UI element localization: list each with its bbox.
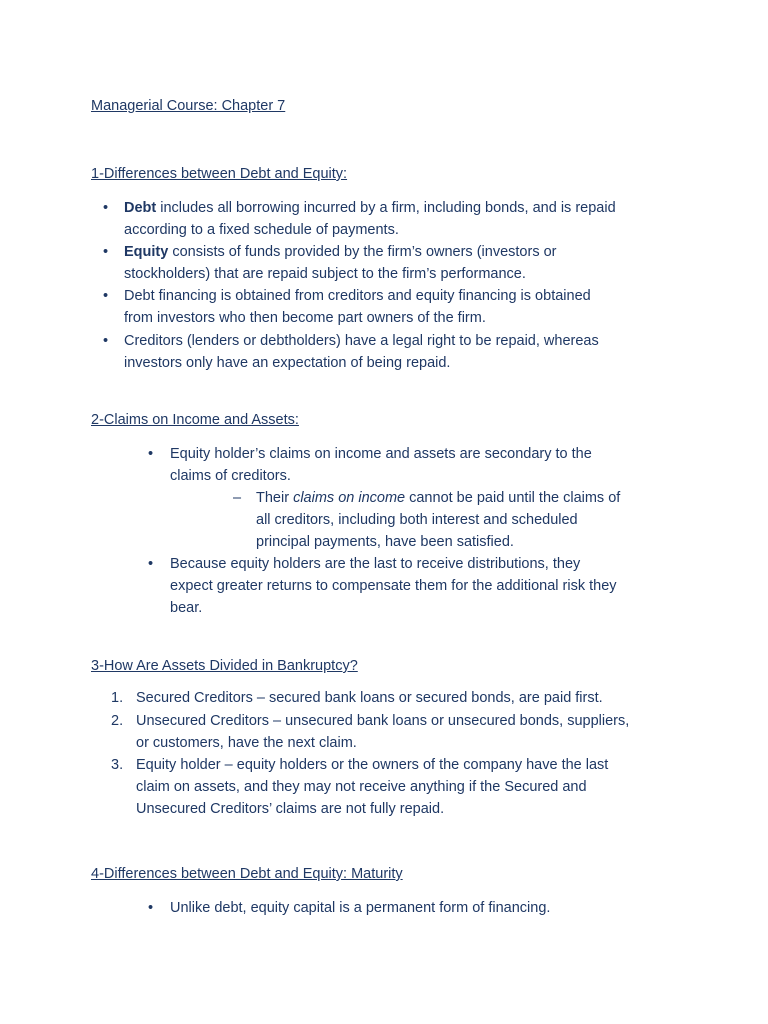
section-4-heading: 4-Differences between Debt and Equity: Maturity	[91, 866, 403, 882]
term-debt: Debt	[124, 200, 157, 216]
list-number: 3.	[111, 757, 124, 773]
s2-b2-line2: expect greater returns to compensate them for the additional risk they	[170, 578, 617, 594]
s1-b4-line1: Creditors (lenders or debtholders) have a legal right to be repaid, whereas	[124, 333, 599, 349]
s1-b1-line1	[124, 198, 616, 218]
s3-i2-line1: Unsecured Creditors – unsecured bank loans or unsecured bonds, suppliers,	[136, 713, 630, 729]
text: Their	[256, 490, 294, 506]
dash-glyph: –	[233, 490, 242, 506]
term-equity: Equity	[124, 244, 169, 260]
s2-b2-line3: bear.	[170, 600, 203, 616]
section-1-heading: 1-Differences between Debt and Equity:	[91, 166, 348, 182]
s2-b1-line1: Equity holder’s claims on income and assets are secondary to the	[170, 446, 592, 462]
s2-sub-line1	[256, 488, 620, 508]
bullet-glyph: •	[148, 900, 154, 916]
s3-i3-line2: claim on assets, and they may not receive anything if the Secured and	[136, 779, 587, 795]
bullet-glyph: •	[103, 200, 109, 216]
s2-b1-line2: claims of creditors.	[170, 468, 291, 484]
s2-sub-line2: all creditors, including both interest and scheduled	[256, 512, 578, 528]
bullet-glyph: •	[148, 556, 154, 572]
list-number: 2.	[111, 713, 124, 729]
bullet-glyph: •	[148, 446, 154, 462]
s3-i3-line1: Equity holder – equity holders or the owners of the company have the last	[136, 757, 609, 773]
bullet-glyph: •	[103, 333, 109, 349]
emphasis-claims-on-income: claims on income	[293, 490, 406, 506]
text: includes all borrowing incurred by a firm, including bonds, and is repaid	[156, 200, 616, 216]
page-title: Managerial Course: Chapter 7	[91, 98, 286, 114]
s1-b1-line2: according to a fixed schedule of payments.	[124, 222, 399, 238]
section-3-heading: 3-How Are Assets Divided in Bankruptcy?	[91, 658, 358, 674]
s1-b3-line1: Debt financing is obtained from creditors and equity financing is obtained	[124, 288, 591, 304]
s3-i2-line2: or customers, have the next claim.	[136, 735, 357, 751]
bullet-glyph: •	[103, 244, 109, 260]
s3-i1-line1: Secured Creditors – secured bank loans or secured bonds, are paid first.	[136, 690, 603, 706]
s2-b2-line1: Because equity holders are the last to receive distributions, they	[170, 556, 581, 572]
text: consists of funds provided by the firm’s owners (investors or	[168, 244, 557, 260]
text: cannot be paid until the claims of	[405, 490, 621, 506]
s2-sub-line3: principal payments, have been satisfied.	[256, 534, 514, 550]
s1-b2-line1	[124, 242, 557, 262]
section-2-heading: 2-Claims on Income and Assets:	[91, 412, 299, 428]
list-number: 1.	[111, 690, 124, 706]
bullet-glyph: •	[103, 288, 109, 304]
s1-b2-line2: stockholders) that are repaid subject to the firm’s performance.	[124, 266, 526, 282]
s1-b4-line2: investors only have an expectation of being repaid.	[124, 355, 451, 371]
s1-b3-line2: from investors who then become part owners of the firm.	[124, 310, 486, 326]
s3-i3-line3: Unsecured Creditors’ claims are not fully repaid.	[136, 801, 445, 817]
s4-b1-line1: Unlike debt, equity capital is a permanent form of financing.	[170, 900, 551, 916]
